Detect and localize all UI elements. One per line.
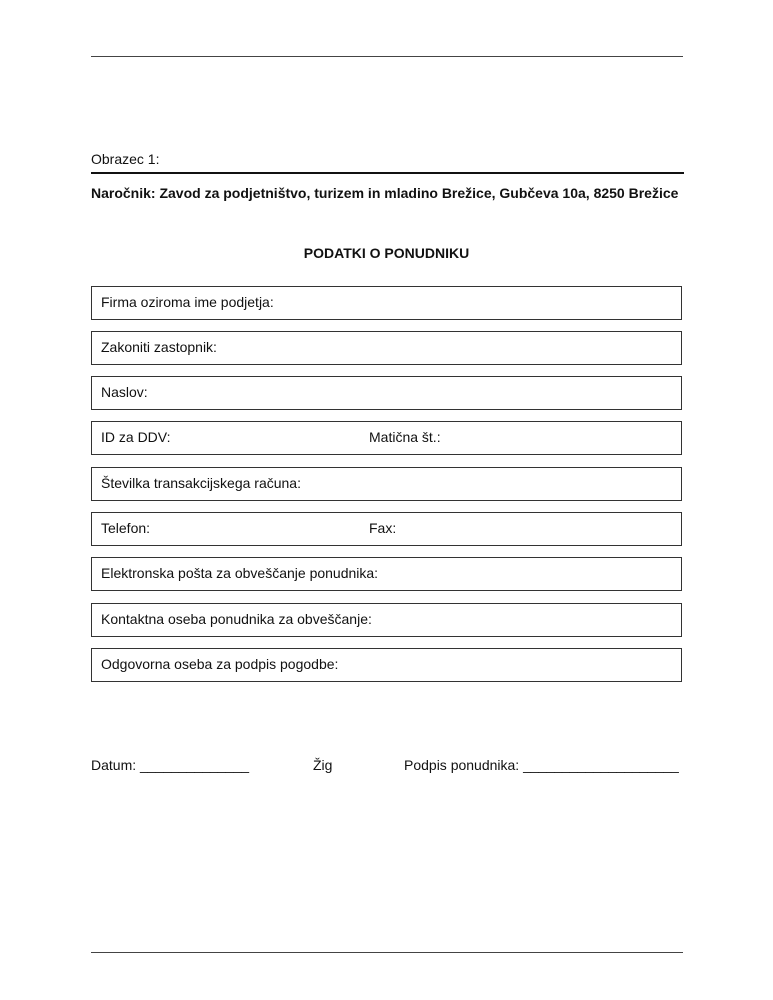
field-signatory[interactable] [91,648,682,682]
field-label: Naslov: [101,384,148,400]
field-bank-account[interactable] [91,467,682,501]
field-label: Kontaktna oseba ponudnika za obveščanje: [101,611,372,627]
field-vat-id[interactable] [91,421,682,455]
field-company-name[interactable] [91,286,682,320]
form-label: Obrazec 1: [91,151,160,167]
field-label: Telefon: [101,520,151,536]
field-label: ID za DDV: [101,429,171,445]
field-contact-person[interactable] [91,603,682,637]
client-line: Naročnik: Zavod za podjetništvo, turizem in mladino Brežice, Gubčeva 10a, 8250 Brežice [91,185,679,201]
field-legal-representative[interactable] [91,331,682,365]
stamp-label: Žig [313,757,333,773]
field-address[interactable] [91,376,682,410]
field-label: Elektronska pošta za obveščanje ponudnika: [101,565,379,581]
field-label: Zakoniti zastopnik: [101,339,217,355]
field-label: Številka transakcijskega računa: [101,475,301,491]
field-label-fax: Fax: [369,520,397,536]
field-label: Odgovorna oseba za podpis pogodbe: [101,656,339,672]
field-email[interactable] [91,557,682,591]
footer-rule [91,952,683,953]
field-label: Firma oziroma ime podjetja: [101,294,274,310]
date-line[interactable]: Datum: ______________ [91,757,250,773]
form-label-underline [91,172,684,174]
field-label-registration-number: Matična št.: [369,429,441,445]
signature-line[interactable]: Podpis ponudnika: ____________________ [404,757,679,773]
form-title: PODATKI O PONUDNIKU [303,245,470,261]
header-rule [91,56,683,57]
field-phone[interactable] [91,512,682,546]
